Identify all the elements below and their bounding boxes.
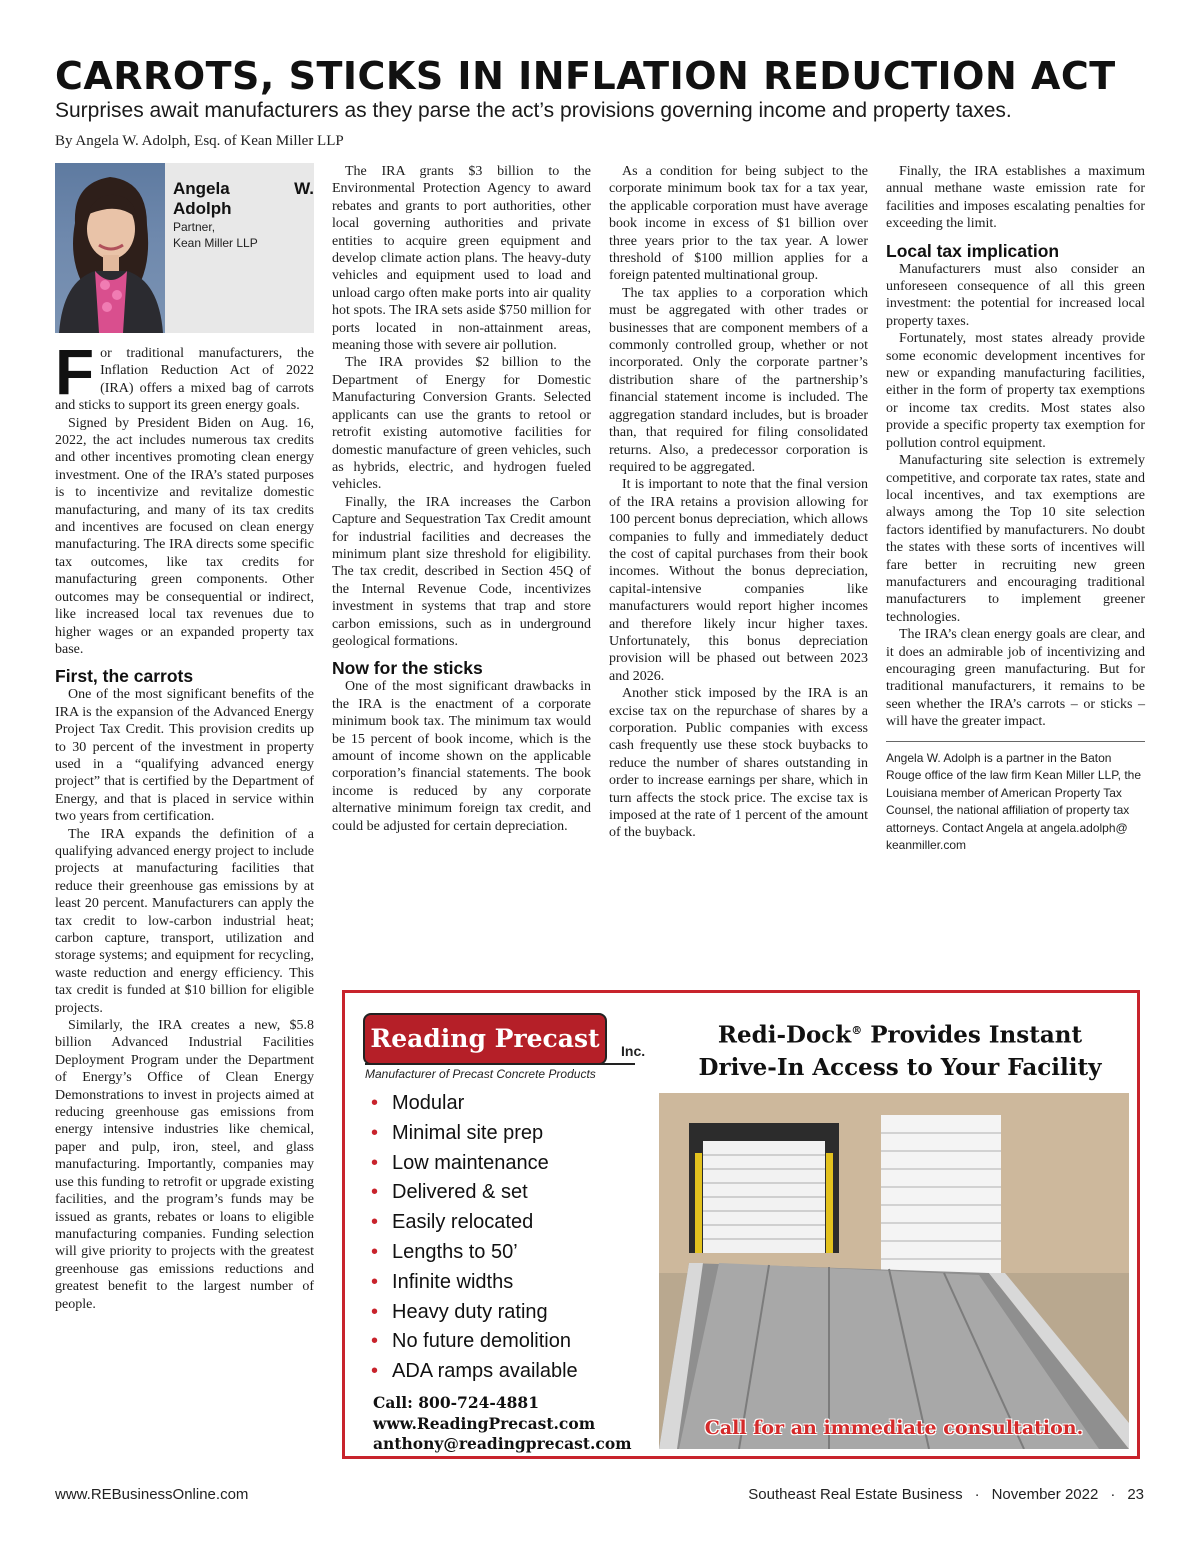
ad-headline	[665, 1015, 1135, 1084]
footer-date: November 2022	[991, 1486, 1099, 1503]
paragraph: The tax applies to a corporation which must be aggregated with other trades or businesses that are component members of a commonly controlled group, whether or not incorporated. Only the corporate partner’s distribution share of the partnership’s financial statement income is included. The aggregation standard includes, but is broader than, that required for filing consolidated returns. Also, a predecessor corporation is required to be aggregated.	[609, 285, 868, 475]
footer-publication-info	[748, 1486, 1144, 1503]
ad-feature-list	[371, 1089, 578, 1387]
article-column-3	[609, 163, 868, 842]
ad-feature-item: • Modular	[371, 1089, 578, 1119]
ad-feature-item: • Infinite widths	[371, 1268, 578, 1298]
ad-headline-brand: Redi-Dock	[717, 1021, 852, 1049]
ad-contact	[373, 1393, 632, 1455]
drop-cap: F	[55, 336, 95, 408]
paragraph: Another stick imposed by the IRA is an excise tax on the repurchase of shares by a corporation. Public companies with excess cash frequently use these stock buybacks to reduce the number of shares outstanding in order to increase earnings per share, which in turn affects the stock price. The excise tax is imposed at the rate of 1 percent of the amount of the buyback.	[609, 686, 868, 841]
ad-feature-item: • ADA ramps available	[371, 1357, 578, 1387]
paragraph: Manufacturing site selection is extremely competitive, and corporate tax rates, state and local incentives, and tax exemptions are always among the Top 10 site selection factors identified by manufacturers. No doubt the states with these sorts of incentives will fare better in recruiting new green manufacturers and encouraging traditional manufacturers to implement greener technologies.	[886, 453, 1145, 625]
paragraph: Similarly, the IRA creates a new, $5.8 billion Advanced Industrial Facilities Deployment Program under the Department of Energy’s Office of Clean Energy Demonstrations to invest in projects aimed at reducing greenhouse gas emissions from energy intensive industries like chemical, paper and pulp, iron, steel, and glass manufacturing. Importantly, companies may use this funding to retrofit or upgrade existing facilities, and the program’s funds may be issued as grants, rebates or loans to eligible manufacturing companies. Funding selection will give priority to projects with the greatest greenhouse gas emissions reductions and greatest benefit to the largest number of people.	[55, 1018, 314, 1312]
footer-website[interactable]: www.REBusinessOnline.com	[55, 1486, 249, 1503]
paragraph: It is important to note that the final version of the IRA retains a provision allowing for 100 percent bonus depreciation, which allows companies to fully and immediately deduct the cost of capital purchases from their book incomes. Without the bonus depreciation, capital-intensive companies like manufacturers would report higher incomes and therefore likely incur higher taxes. Unfortunately, this bonus depreciation provision will be phased out between 2023 and 2026.	[609, 477, 868, 684]
byline: By Angela W. Adolph, Esq. of Kean Miller LLP	[55, 133, 344, 149]
footer-separator: ·	[1110, 1486, 1116, 1503]
ad-feature-item: • Easily relocated	[371, 1208, 578, 1238]
author-info	[173, 179, 314, 251]
paragraph: As a condition for being subject to the corporate minimum book tax for a tax year, the applicable corporation must have average book income in excess of $1 billion over three years prior to the tax year. A lower threshold of $100 million applies for a foreign patented multinational group.	[609, 164, 868, 284]
paragraph: The IRA’s clean energy goals are clear, and it does an admirable job of incentivizing and encouraging green manufacturing. But for traditional manufacturers, it remains to be seen whether the IRA’s carrots – or sticks – will have the greater impact.	[886, 627, 1145, 730]
ad-logo-inc: Inc.	[621, 1043, 646, 1059]
ad-logo: Reading Precast	[363, 1013, 607, 1065]
ad-call-to-action: Call for an immediate consultation.	[704, 1417, 1084, 1439]
author-photo	[55, 163, 165, 333]
page-number: 23	[1127, 1486, 1144, 1503]
paragraph: One of the most significant drawbacks in the IRA is the enactment of a corporate minimum book tax. The minimum tax would be 15 percent of book income, which is the amount of income shown on the applicable corporation’s financial statements. The book income is reduced by any corporate alternative minimum foreign tax credit, and could be adjusted for certain depreciation.	[332, 679, 591, 834]
paragraph: The IRA grants $3 billion to the Environmental Protection Agency to award rebates and grants to port authorities, other local governing authorities and private entities to acquire green equipment and develop climate action plans. The heavy-duty vehicles and equipment used to load and unload cargo often make ports into air quality hot spots. The IRA sets aside $750 million for ports located in non-attainment areas, meaning those with severe air pollution.	[332, 164, 591, 354]
advertisement	[342, 990, 1140, 1459]
article-column-2	[332, 163, 591, 835]
section-heading-local-tax: Local tax implication	[886, 240, 1060, 261]
author-portrait-illustration	[55, 163, 165, 333]
author-name: Angela W. Adolph	[173, 179, 314, 218]
ad-headline-rest: Provides Instant	[862, 1021, 1083, 1049]
ad-tagline: Manufacturer of Precast Concrete Products	[365, 1063, 635, 1081]
ad-email-link[interactable]: anthony@readingprecast.com	[373, 1434, 632, 1453]
author-firm: Kean Miller LLP	[173, 236, 258, 250]
ad-feature-item: • Lengths to 50’	[371, 1238, 578, 1268]
footer-separator: ·	[974, 1486, 980, 1503]
paragraph: The IRA provides $2 billion to the Department of Energy for Domestic Manufacturing Conversion Grants. Selected applicants can use the grants to retool or retrofit existing automotive facilities for domestic manufacture of green vehicles, such as hybrids, electric, and hydrogen fueled vehicles.	[332, 355, 591, 493]
footer-publication: Southeast Real Estate Business	[748, 1486, 963, 1503]
ad-photo-loading-dock	[659, 1093, 1129, 1449]
ad-website-link[interactable]: www.ReadingPrecast.com	[373, 1413, 596, 1433]
ad-feature-item: • Heavy duty rating	[371, 1298, 578, 1328]
bio-divider	[886, 741, 1145, 742]
ad-feature-item: • Low maintenance	[371, 1149, 578, 1179]
section-heading-sticks: Now for the sticks	[332, 658, 483, 679]
author-box	[55, 163, 314, 333]
article-column-1	[55, 163, 314, 1313]
paragraph: Signed by President Biden on Aug. 16, 2022, the act includes numerous tax credits and other incentives promoting clean energy investment. One of the IRA’s stated purposes is to incentivize and revitalize domestic manufacturing, and many of its tax credits and incentives are focused on clean energy manufacturing. The IRA directs some specific tax outcomes, like tax credits for manufacturing green components. Other outcomes may be consequential or indirect, like increased local tax revenues due to higher wages or an expanded property tax base.	[55, 415, 314, 657]
paragraph: The IRA expands the definition of a qualifying advanced energy project to include projects at manufacturing facilities that reduce their greenhouse gas emissions by at least 20 percent. Manufacturers can apply the tax credit to low-carbon industrial heat; carbon capture, transport, utilization and storage systems; and equipment for recycling, waste reduction and energy efficiency. This tax credit is funded at $10 billion for eligible projects.	[55, 826, 314, 1016]
paragraph: Manufacturers must also consider an unforeseen consequence of all this green investment: the potential for increased local property taxes.	[886, 261, 1145, 329]
headline: CARROTS, STICKS IN INFLATION REDUCTION ACT	[55, 54, 1116, 98]
paragraph: One of the most significant benefits of the IRA is the expansion of the Advanced Energy Project Tax Credit. This provision credits up to 30 percent of the investment in property used in a “qualifying advanced energy project” that is certified by the Department of Energy, and that is placed in service within two years from certification.	[55, 687, 314, 825]
ad-feature-item: • Minimal site prep	[371, 1119, 578, 1149]
subheadline: Surprises await manufacturers as they parse the act’s provisions governing income and property taxes.	[55, 99, 1012, 122]
paragraph: Fortunately, most states already provide some economic development incentives for new or expanding manufacturing facilities, either in the form of property tax exemptions or income tax credits. Most states also provide a specific property tax exemption for pollution control equipment.	[886, 331, 1145, 451]
author-bio: Angela W. Adolph is a partner in the Baton Rouge office of the law firm Kean Miller LLP, the Louisiana member of American Property Tax Counsel, the national affiliation of property tax attorneys. Contact Angela at angela.adolph@ keanmiller.com	[886, 750, 1142, 853]
paragraph: Finally, the IRA increases the Carbon Capture and Sequestration Tax Credit amount for industrial facilities and decreases the minimum plant size threshold for eligibility. The tax credit, described in Section 45Q of the Internal Revenue Code, incentivizes investment in systems that trap and store carbon emissions, such as in underground geological formations.	[332, 494, 591, 649]
loading-dock-illustration	[659, 1093, 1129, 1449]
intro-paragraph	[55, 336, 314, 415]
intro-text: or traditional manufacturers, the Inflation Reduction Act of 2022 (IRA) offers a mixed bag of carrots and sticks to support its green energy goals.	[55, 346, 314, 414]
ad-feature-item: • No future demolition	[371, 1327, 578, 1357]
ad-headline-line-2: Drive-In Access to Your Facility	[698, 1053, 1102, 1081]
ad-phone: Call: 800-724-4881	[373, 1393, 539, 1412]
ad-feature-item: • Delivered & set	[371, 1178, 578, 1208]
author-title: Partner,	[173, 220, 216, 234]
article-column-4	[886, 163, 1145, 855]
registered-mark: ®	[851, 1024, 863, 1037]
section-heading-carrots: First, the carrots	[55, 666, 194, 687]
paragraph: Finally, the IRA establishes a maximum annual methane waste emission rate for facilities and imposes escalating penalties for exceeding the limit.	[886, 164, 1145, 232]
